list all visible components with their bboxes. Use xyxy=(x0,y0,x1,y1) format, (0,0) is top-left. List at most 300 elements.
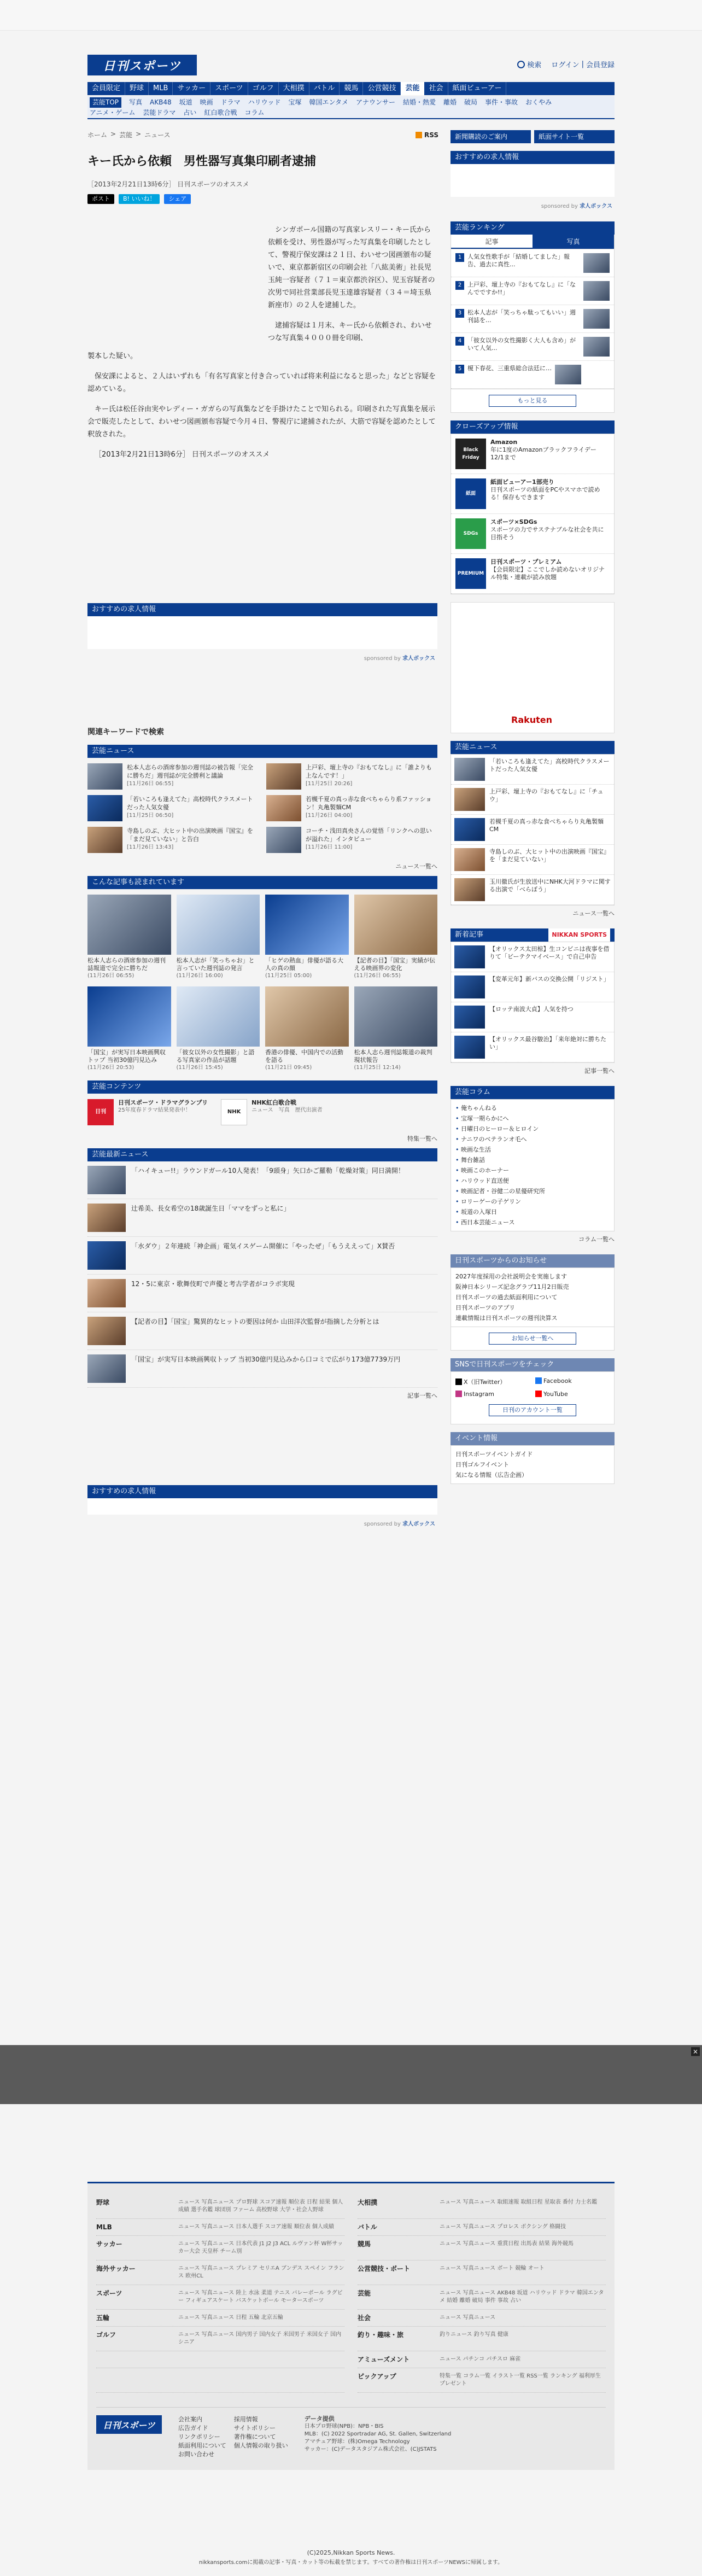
side-job xyxy=(451,151,615,214)
footer-category-title[interactable]: 釣り・趣味・旅 xyxy=(358,2331,404,2339)
main-column xyxy=(87,153,437,1532)
nav-item[interactable]: 公営競技 xyxy=(363,82,401,95)
promo-name[interactable]: スポーツ×SDGs xyxy=(490,518,537,525)
article-card[interactable] xyxy=(354,986,438,1072)
rank-number: 5 xyxy=(455,365,464,373)
sns-youtube-link[interactable]: YouTube xyxy=(535,1391,568,1398)
events-title: イベント情報 xyxy=(451,1432,615,1445)
newest-more[interactable]: 記事一覧へ xyxy=(584,1067,615,1074)
article-card[interactable] xyxy=(87,986,171,1072)
card-image[interactable] xyxy=(354,986,438,1047)
footer-category-links[interactable]: ニュース 写真ニュース 陸上 水泳 柔道 テニス バレーボール ラグビー フィギュアスケート バスケットボール モータースポーツ xyxy=(178,2290,343,2304)
side-job-sponsor: sponsored by 求人ボックス xyxy=(541,203,612,209)
news-headline[interactable]: 若槻千夏の真っ赤な食べちゃらり系ファッション！丸亀製麺CM xyxy=(306,796,432,811)
sub-nav-item[interactable]: アニメ・ゲーム xyxy=(90,109,136,116)
nav-item[interactable]: 競馬 xyxy=(340,82,363,95)
news-thumbnail[interactable] xyxy=(266,763,301,790)
newest-thumbnail[interactable] xyxy=(454,945,485,968)
latest-news-list xyxy=(87,1161,437,1388)
newest-item[interactable] xyxy=(451,942,614,972)
sub-nav xyxy=(87,96,615,119)
content-name[interactable]: NHK紅白歌合戦 xyxy=(251,1099,297,1106)
columns-title: 芸能コラム xyxy=(451,1086,615,1099)
list-headline[interactable]: 【記者の目】「国宝」驚異的なヒットの要因は何か 山田洋次監督が指摘した分析とは xyxy=(131,1318,379,1325)
notice-item[interactable]: 連載情報は日刊スポーツの週刊決算ス xyxy=(455,1315,558,1322)
footer-category xyxy=(96,2310,344,2327)
footer-link[interactable]: 広告ガイド xyxy=(178,2425,208,2432)
register-link[interactable]: 会員登録 xyxy=(586,61,615,69)
sub-nav-item[interactable]: 結婚・熱愛 xyxy=(403,98,436,106)
nav-item[interactable]: スポーツ xyxy=(210,82,248,95)
sns-instagram-link[interactable]: Instagram xyxy=(455,1391,526,1398)
column-item[interactable]: • 坂道の入塚日 xyxy=(455,1207,610,1217)
footer-category xyxy=(358,2285,606,2310)
close-icon[interactable]: × xyxy=(691,2047,700,2056)
latest-news-more[interactable]: 記事一覧へ xyxy=(407,1392,437,1399)
ranking-headline[interactable]: 上戸彩、壇上寺の『おもてなし』に「なんでですか!!」 xyxy=(467,281,576,296)
read-also-title: こんな記事も読まれています xyxy=(87,876,437,889)
event-item[interactable]: 日刊ゴルフイベント xyxy=(455,1461,510,1468)
footer-category-title[interactable]: スポーツ xyxy=(96,2289,122,2297)
footer-category-links[interactable]: ニュース 写真ニュース AKB48 坂道 ハリウッド ドラマ 韓国エンタメ 結婚 離婚 破局 事件 事故 占い xyxy=(440,2290,604,2304)
card-title[interactable]: 「彼女以外の女性撮影」と語る写真家の作品が話題 xyxy=(176,1049,255,1064)
footer-category-title[interactable] xyxy=(96,2373,173,2388)
side-ent-news-more[interactable]: ニュース一覧へ xyxy=(572,910,615,917)
sub-nav-item[interactable]: 占い xyxy=(183,109,197,116)
footer-category-links[interactable]: ニュース 写真ニュース ボート 競輪 オート xyxy=(440,2265,545,2271)
side-news-thumbnail[interactable] xyxy=(454,788,485,811)
newest-headline[interactable]: 【オリックス太田椋】生コンビニは夜事を借りて「ビーテクマイベース」で自己申告 xyxy=(489,945,610,960)
list-item[interactable] xyxy=(87,1199,437,1237)
footer-category-links[interactable]: 釣りニュース 釣り写真 健康 xyxy=(440,2332,508,2338)
card-image[interactable] xyxy=(354,895,438,955)
sub-nav-item[interactable]: ハリウッド xyxy=(248,98,281,106)
nav-item[interactable]: 芸能 xyxy=(401,82,424,95)
column-item[interactable]: • ハリウッド直送便 xyxy=(455,1176,610,1186)
footer-category-links[interactable]: ニュース 写真ニュース 日程 五輪 北京五輪 xyxy=(178,2315,283,2321)
promo-desc: スポーツの力でサステナブルな社会を共に目指そう xyxy=(490,526,604,541)
paper-sites-button[interactable]: 紙面サイト一覧 xyxy=(534,130,615,143)
article-card[interactable] xyxy=(87,895,171,980)
footer-category-links[interactable]: 特集一覧 コラム一覧 イラスト一覧 RSS一覧 ランキング 福利厚生 プレゼント xyxy=(440,2373,601,2387)
promo-name[interactable]: 紙面ビューアー1部売り xyxy=(490,478,554,486)
card-image[interactable] xyxy=(265,895,349,955)
column-item[interactable]: • ナニワのベテランオ毛へ xyxy=(455,1134,610,1144)
news-item[interactable] xyxy=(266,827,437,853)
ranking-headline[interactable]: 榎下春花、三重県総合法廷に… xyxy=(467,365,552,372)
news-text xyxy=(306,827,437,853)
side-news-item[interactable] xyxy=(451,755,614,785)
news-thumbnail[interactable] xyxy=(87,795,122,821)
footer-links xyxy=(178,2415,288,2459)
rakuten-ad[interactable] xyxy=(451,602,615,733)
notice-more-button[interactable]: お知らせ一覧へ xyxy=(489,1333,576,1345)
ranking-thumbnail[interactable] xyxy=(583,309,610,329)
list-thumbnail[interactable] xyxy=(87,1166,126,1194)
notice-item[interactable]: 日刊スポーツのアプリ xyxy=(455,1304,516,1311)
column-item[interactable]: • 映画このホーナー xyxy=(455,1165,610,1176)
footer-category-title[interactable]: ピックアップ xyxy=(358,2373,396,2380)
nav-item[interactable]: MLB xyxy=(149,82,173,95)
notice-item[interactable]: 日刊スポーツの過去紙面利用について xyxy=(455,1294,558,1301)
ent-contents xyxy=(87,1080,437,1146)
card-image[interactable] xyxy=(177,986,260,1047)
footer xyxy=(87,2182,615,2470)
ranking-item[interactable] xyxy=(451,305,614,333)
news-headline[interactable]: 寺島しのぶ、大ヒット中の出演映画『国宝』を「まだ見ていない」と告白 xyxy=(127,827,253,843)
footer-link[interactable]: お問い合わせ xyxy=(178,2451,214,2458)
sub-nav-item[interactable]: 写真 xyxy=(129,98,143,106)
side-news-headline[interactable]: 若槻千夏の真っ赤な食べちゃらり丸亀製麺CM xyxy=(489,818,604,833)
news-headline[interactable]: 松本人志らの酒席参加の週刊誌の被告報「完全に勝ちだ」週刊誌が完全勝利と議論 xyxy=(127,764,253,779)
news-headline[interactable]: 上戸彩、壇上寺の『おもてなし』に「誰よりも上なんです！」 xyxy=(306,764,432,779)
footer-category xyxy=(358,2310,606,2327)
news-item[interactable] xyxy=(87,795,259,821)
newest-thumbnail[interactable] xyxy=(454,1036,485,1059)
footer-category-links[interactable]: ニュース 写真ニュース 国内男子 国内女子 米国男子 米国女子 国内シニア xyxy=(178,2332,342,2345)
share-x-button[interactable]: ポスト xyxy=(87,194,114,204)
footer-category-links[interactable]: ニュース 写真ニュース 取組速報 取組日程 星取表 番付 力士名鑑 xyxy=(440,2199,598,2205)
side-news-thumbnail[interactable] xyxy=(454,818,485,841)
events xyxy=(451,1432,615,1484)
main-nav xyxy=(87,82,615,95)
columns xyxy=(451,1086,615,1247)
sub-nav-item[interactable]: 映画 xyxy=(200,98,213,106)
entertainment-news-grid xyxy=(87,758,437,858)
ranking-thumbnail[interactable] xyxy=(583,253,610,273)
content-item[interactable] xyxy=(221,1099,323,1125)
news-text xyxy=(306,763,437,790)
list-headline[interactable]: 「水ダウ」２年連続「神企画」電気イスゲーム開催に「やったぜ」「もうええって」X賛否 xyxy=(131,1242,395,1250)
x-icon xyxy=(455,1378,462,1385)
newest-thumbnail[interactable] xyxy=(454,976,485,998)
list-item[interactable] xyxy=(87,1237,437,1275)
promo-name[interactable]: Amazon xyxy=(490,439,518,446)
list-item[interactable] xyxy=(87,1312,437,1350)
footer-category xyxy=(96,2368,344,2393)
news-item[interactable] xyxy=(87,827,259,853)
side-news-item[interactable] xyxy=(451,845,614,875)
share-buttons xyxy=(87,194,437,204)
list-thumbnail[interactable] xyxy=(87,1279,126,1307)
news-item[interactable] xyxy=(266,795,437,821)
footer-category-links[interactable]: ニュース 写真ニュース プロ野球 スコア速報 順位表 日程 結果 個人成績 選手名鑑 球団別 ファーム 高校野球 大学・社会人野球 xyxy=(178,2199,343,2213)
news-headline[interactable]: コーチ・浅田真央さんの覚悟「リンクへの思いが溢れた」インタビュー xyxy=(306,827,432,843)
entertainment-news xyxy=(87,745,437,874)
sub-nav-item[interactable]: 破局 xyxy=(464,98,478,106)
article-card[interactable] xyxy=(354,895,438,980)
card-title[interactable]: 【記者の目】「国宝」実績が伝える映画界の変化 xyxy=(354,957,435,972)
sns-facebook-link[interactable]: Facebook xyxy=(535,1377,572,1386)
footer-link[interactable]: 採用情報 xyxy=(233,2416,258,2423)
entertainment-news-more[interactable]: ニュース一覧へ xyxy=(395,863,437,870)
sns-title: SNSで日刊スポーツをチェック xyxy=(451,1358,615,1371)
card-image[interactable] xyxy=(177,895,260,955)
footer-category xyxy=(96,2219,344,2236)
site-header xyxy=(87,50,615,78)
card-title[interactable]: 香港の俳優、中国内での活動を語る xyxy=(265,1049,343,1064)
news-item[interactable] xyxy=(266,763,437,790)
footer-category-links[interactable]: ニュース 写真ニュース 重賞日程 出馬表 結果 海外競馬 xyxy=(440,2241,574,2247)
sns-x-link[interactable]: X（旧Twitter） xyxy=(455,1377,526,1386)
card-title[interactable]: 松本人志が「笑っちゃお」と言っていた週刊誌の発言 xyxy=(176,957,255,972)
promo-logo: 紙面 xyxy=(455,478,486,509)
column-item[interactable]: • 舞台雑話 xyxy=(455,1155,610,1165)
ranking-headline[interactable]: 松本人志が「笑っちゃ駄ってもいい」週刊誌を... xyxy=(467,309,576,324)
column-item[interactable]: • 映画記者・谷健二の星優研究所 xyxy=(455,1186,610,1196)
footer-category-title[interactable]: サッカー xyxy=(96,2240,122,2248)
sub-nav-item[interactable]: 紅白歌合戦 xyxy=(204,109,237,116)
breadcrumb-separator: > xyxy=(136,130,142,138)
data-credit-line: MLB：(C) 2022 Sportradar AG, St. Gallen, Switzerland xyxy=(304,2431,452,2437)
sub-nav-item[interactable]: AKB48 xyxy=(150,98,172,106)
newest-headline[interactable]: 【変革元年】新バスの交換公開「リジスト」 xyxy=(489,976,610,983)
list-headline[interactable]: 「国宝」が実写日本映画興収トップ 当初30億円見込みから口コミで広がり173億7739万円 xyxy=(131,1356,401,1363)
promo-item[interactable] xyxy=(451,514,614,554)
rakuten-logo: Rakuten xyxy=(511,715,553,725)
newest xyxy=(451,928,615,1078)
event-item[interactable]: 気になる情報（広告企画） xyxy=(455,1471,528,1479)
list-item[interactable] xyxy=(87,1275,437,1312)
nav-item[interactable]: 野球 xyxy=(125,82,149,95)
footer-category-title[interactable]: アミューズメント xyxy=(358,2356,410,2363)
ranking-thumbnail[interactable] xyxy=(583,281,610,301)
ranking-headline[interactable]: 人気女性歌手が「結婚してました」報告、過去に真性... xyxy=(467,253,570,268)
login-link[interactable]: ログイン | 会員登録 xyxy=(551,60,615,69)
card-title[interactable]: 「国宝」が実写日本映画興収トップ 当初30億円見込み xyxy=(87,1049,166,1064)
news-thumbnail[interactable] xyxy=(266,827,301,853)
tab-photos[interactable]: 写真 xyxy=(533,235,614,249)
hatena-button[interactable]: B! いいね！ xyxy=(119,194,160,204)
card-image[interactable] xyxy=(87,986,171,1047)
footer-category-title[interactable]: 野球 xyxy=(96,2199,110,2206)
column-list xyxy=(451,1099,615,1231)
footer-category-title[interactable]: 五輪 xyxy=(96,2314,110,2322)
news-timestamp: [11月26日 06:55] xyxy=(127,781,174,787)
sub-nav-item[interactable]: 坂道 xyxy=(179,98,192,106)
footer-category xyxy=(358,2219,606,2236)
promo-item[interactable] xyxy=(451,474,614,514)
sub-nav-item[interactable]: 事件・事故 xyxy=(485,98,518,106)
sns-row-2 xyxy=(451,1388,614,1400)
promo-text xyxy=(490,558,610,589)
ranking-item[interactable] xyxy=(451,333,614,361)
nav-item[interactable]: 紙面ビューアー xyxy=(448,82,507,95)
column-item[interactable]: • 映画な生活 xyxy=(455,1144,610,1155)
news-headline[interactable]: 「若いころも逢えてた」高校時代クラスメートだった人気女優 xyxy=(127,796,253,811)
news-thumbnail[interactable] xyxy=(266,795,301,821)
side-news-headline[interactable]: 上戸彩、壇上寺の『おもてなし』に「チュウ」 xyxy=(489,788,604,803)
notice-item[interactable]: 阪神日本シリーズ記念グラブ11月2日販売 xyxy=(455,1283,569,1290)
list-thumbnail[interactable] xyxy=(87,1204,126,1232)
card-title[interactable]: 「ヒゲの熱血」俳優が語る大人の真の顔 xyxy=(265,957,343,972)
article-card[interactable] xyxy=(177,895,260,980)
rank-number: 3 xyxy=(455,309,464,318)
news-thumbnail[interactable] xyxy=(87,827,122,853)
side-news-headline[interactable]: 「若いころも逢えてた」高校時代クラスメートだった人気女優 xyxy=(489,758,610,773)
newest-item[interactable] xyxy=(451,972,614,1002)
ranking-thumbnail[interactable] xyxy=(583,337,610,357)
content-name[interactable]: 日刊スポーツ・ドラマグランプリ xyxy=(118,1099,208,1106)
ranking-more-button[interactable]: もっと見る xyxy=(489,395,576,407)
promo-name[interactable]: 日刊スポーツ・プレミアム xyxy=(490,558,562,565)
list-headline[interactable]: 「ハイキュー!!」ラウンドガール10人発表！「9頭身」矢口かご羅勒「乾燥対策」同日満開！ xyxy=(131,1167,405,1175)
column-item[interactable]: • 西日本芸能ニュース xyxy=(455,1217,610,1228)
content-text xyxy=(251,1099,323,1125)
list-headline[interactable]: 辻希美、長女希空の18歳誕生日「ママをずっと私に」 xyxy=(131,1205,290,1212)
notice-list xyxy=(451,1267,615,1327)
footer-logo[interactable]: 日刊スポーツ xyxy=(96,2415,162,2434)
footer-category-links[interactable]: ニュース 写真ニュース プレミア セリエA ブンデス スペイン フランス 欧州CL xyxy=(178,2265,344,2279)
nav-item[interactable]: 大相撲 xyxy=(279,82,309,95)
footer-category xyxy=(96,2236,344,2260)
footer-link[interactable]: 個人情報の取り扱い xyxy=(233,2442,288,2449)
sub-nav-item[interactable]: ドラマ xyxy=(220,98,241,106)
notice-more-wrap xyxy=(451,1327,615,1351)
sub-nav-item[interactable]: コラム xyxy=(244,109,265,116)
tab-articles[interactable]: 記事 xyxy=(451,235,533,249)
side-news-item[interactable] xyxy=(451,875,614,905)
content-item[interactable] xyxy=(87,1099,208,1125)
sns-more-button[interactable]: 日刊のアカウント一覧 xyxy=(489,1404,576,1416)
newest-headline[interactable]: 【ロッテ南波大貞】人気を持つ xyxy=(489,1006,574,1013)
newest-brand: NIKKAN SPORTS xyxy=(548,928,610,942)
list-thumbnail[interactable] xyxy=(87,1241,126,1270)
facebook-share-button[interactable]: シェア xyxy=(164,194,191,204)
side-news-headline[interactable]: 寺島しのぶ、大ヒット中の出演映画『国宝』を「まだ見ていない」 xyxy=(489,848,610,863)
notice-item[interactable]: 2027年度採用の会社説明会を実施します xyxy=(455,1273,567,1280)
footer-link[interactable]: サイトポリシー xyxy=(233,2425,276,2432)
article-card[interactable] xyxy=(265,895,349,980)
sns xyxy=(451,1358,615,1424)
footer-link[interactable]: 会社案内 xyxy=(178,2416,202,2423)
ranking-item[interactable] xyxy=(451,361,614,389)
nav-item[interactable]: 社会 xyxy=(424,82,448,95)
footer-category-title[interactable]: 大相撲 xyxy=(358,2199,378,2206)
rss-link[interactable]: RSS xyxy=(416,131,438,139)
sub-nav-label[interactable]: 芸能TOP xyxy=(90,97,121,108)
data-credits xyxy=(305,2415,452,2459)
card-title[interactable]: 松本人志らの酒席参加の週刊誌報道で完全に勝ちだ xyxy=(87,957,166,972)
ranking-item[interactable] xyxy=(451,277,614,305)
breadcrumb-item[interactable]: ホーム xyxy=(87,131,108,139)
side-news-item[interactable] xyxy=(451,815,614,845)
breadcrumb-separator: > xyxy=(110,130,116,138)
side-news-item[interactable] xyxy=(451,785,614,815)
footer-category-title[interactable]: 海外サッカー xyxy=(96,2265,136,2273)
newest-item[interactable] xyxy=(451,1002,614,1032)
ranking-item[interactable] xyxy=(451,249,614,277)
list-item[interactable] xyxy=(87,1350,437,1388)
side-news-headline[interactable]: 玉川徹氏が生放送中にNHK大河ドラマに関する出演で「べらぼう」 xyxy=(489,878,611,893)
list-headline[interactable]: 12・5に東京・歌舞伎町で声優と考古学者がコラボ実現 xyxy=(131,1280,295,1288)
promo-item[interactable] xyxy=(451,434,614,474)
ranking-thumbnail[interactable] xyxy=(555,365,581,384)
subscribe-button[interactable]: 新聞購読のご案内 xyxy=(451,130,531,143)
footer-link[interactable]: 著作権について xyxy=(233,2433,276,2440)
news-timestamp: [11月26日 11:00] xyxy=(306,844,353,850)
card-title[interactable]: 松本人志ら週刊誌報道の裁判 現状報告 xyxy=(354,1049,432,1064)
sub-nav-item[interactable]: アナウンサー xyxy=(355,98,395,106)
footer-category-title[interactable]: ゴルフ xyxy=(96,2331,116,2339)
footer-category-links[interactable]: ニュース 写真ニュース xyxy=(440,2315,496,2321)
nav-item[interactable]: バトル xyxy=(309,82,340,95)
column-item[interactable]: • 日曜日のヒーロー＆ヒロイン xyxy=(455,1124,610,1134)
article-lead: シンガポール国籍の写真家レスリー・キー氏から依頼を受け、男性器が写った写真集を印刷したとして、警視庁保安課は２１日、わいせつ図画頒布の疑いで、東京都新宿区の印刷会社「八紘美術」社長児玉純一容疑者（７１＝東京都渋谷区）、児玉容疑者の次男で同社営業部長児玉達雄容疑者（３４＝埼玉県新座市）の２人を逮捕した。 逮捕容疑は１月末、キー氏から依頼され、わいせつな写真集４０００冊を印刷、 xyxy=(268,226,435,342)
notices xyxy=(451,1254,615,1351)
list-thumbnail[interactable] xyxy=(87,1317,126,1345)
nav-item[interactable]: 会員限定 xyxy=(87,82,125,95)
sub-nav-item[interactable]: 韓国エンタメ xyxy=(309,98,348,106)
columns-more[interactable]: コラム一覧へ xyxy=(578,1236,615,1243)
sub-nav-item[interactable]: 離婚 xyxy=(443,98,457,106)
event-item[interactable]: 日刊スポーツイベントガイド xyxy=(455,1451,533,1458)
footer-category-links[interactable]: ニュース 写真ニュース 日本代表 J1 J2 J3 ACL ルヴァン杯 W杯サッカー大会 天皇杯 チーム別 xyxy=(178,2241,343,2254)
column-item[interactable]: • ロリーゲーの子ゲリン xyxy=(455,1196,610,1207)
footer-category-links[interactable]: ニュース 写真ニュース プロレス ボクシング 格闘技 xyxy=(440,2224,566,2230)
ent-contents-title: 芸能コンテンツ xyxy=(87,1080,437,1094)
list-item[interactable] xyxy=(87,1161,437,1199)
footer-category-title[interactable]: バトル xyxy=(358,2223,377,2231)
newest-item[interactable] xyxy=(451,1032,614,1062)
promo-item[interactable] xyxy=(451,554,614,594)
side-news-thumbnail[interactable] xyxy=(454,758,485,781)
footer-category-links[interactable]: ニュース パチンコ パチスロ 麻雀 xyxy=(440,2356,521,2362)
card-timestamp: (11月26日 06:55) xyxy=(354,973,401,979)
read-also-grid xyxy=(87,889,437,1077)
sub-nav-item[interactable]: 宝塚 xyxy=(288,98,302,106)
nav-item[interactable]: ゴルフ xyxy=(248,82,279,95)
footer-link[interactable]: リンクポリシー xyxy=(178,2433,220,2440)
sns-row-1 xyxy=(451,1375,614,1388)
newest-headline[interactable]: 【オリックス最谷駿治】「来年絶対に勝ちたい」 xyxy=(489,1036,606,1050)
site-logo[interactable]: 日刊スポーツ xyxy=(87,55,197,75)
card-image[interactable] xyxy=(87,895,171,955)
footer-category-title[interactable]: MLB xyxy=(96,2223,112,2231)
footer-category-title[interactable] xyxy=(96,2356,173,2363)
column-item[interactable]: • 宝塚一期らかにへ xyxy=(455,1113,610,1124)
read-also xyxy=(87,876,437,1077)
side-news-thumbnail[interactable] xyxy=(454,848,485,871)
rank-number: 4 xyxy=(455,337,464,346)
card-image[interactable] xyxy=(265,986,349,1047)
sub-nav-item[interactable]: 芸能ドラマ xyxy=(143,109,176,116)
news-item[interactable] xyxy=(87,763,259,790)
ranking-headline[interactable]: 「彼女以外の女性撮影く大人も含め」がいて人気... xyxy=(467,337,576,352)
rank-number: 2 xyxy=(455,281,464,290)
side-news-thumbnail[interactable] xyxy=(454,878,485,901)
nav-item[interactable]: サッカー xyxy=(173,82,210,95)
breadcrumb-item[interactable]: 芸能 xyxy=(119,131,133,139)
ent-contents-more[interactable]: 特集一覧へ xyxy=(407,1135,437,1142)
news-thumbnail[interactable] xyxy=(87,763,122,790)
article-card[interactable] xyxy=(177,986,260,1072)
list-thumbnail[interactable] xyxy=(87,1354,126,1383)
footer-category-title[interactable]: 競馬 xyxy=(358,2240,371,2248)
column-item[interactable]: • 俺ちゃんねる xyxy=(455,1103,610,1113)
copyright xyxy=(0,2548,702,2568)
article-card[interactable] xyxy=(265,986,349,1072)
newest-thumbnail[interactable] xyxy=(454,1006,485,1029)
footer-category-title[interactable]: 芸能 xyxy=(358,2289,371,2297)
footer-category-links[interactable]: ニュース 写真ニュース 日本人選手 スコア速報 順位表 個人成績 xyxy=(178,2224,334,2230)
footer-link[interactable]: 紙面利用について xyxy=(178,2442,226,2449)
search-link[interactable]: 検索 xyxy=(517,59,541,69)
footer-category-title[interactable]: 社会 xyxy=(358,2314,371,2322)
footer-category-title[interactable]: 公営競技・ボート xyxy=(358,2265,411,2273)
notices-title: 日刊スポーツからのお知らせ xyxy=(451,1254,615,1267)
sub-nav-item[interactable]: おくやみ xyxy=(525,98,552,106)
